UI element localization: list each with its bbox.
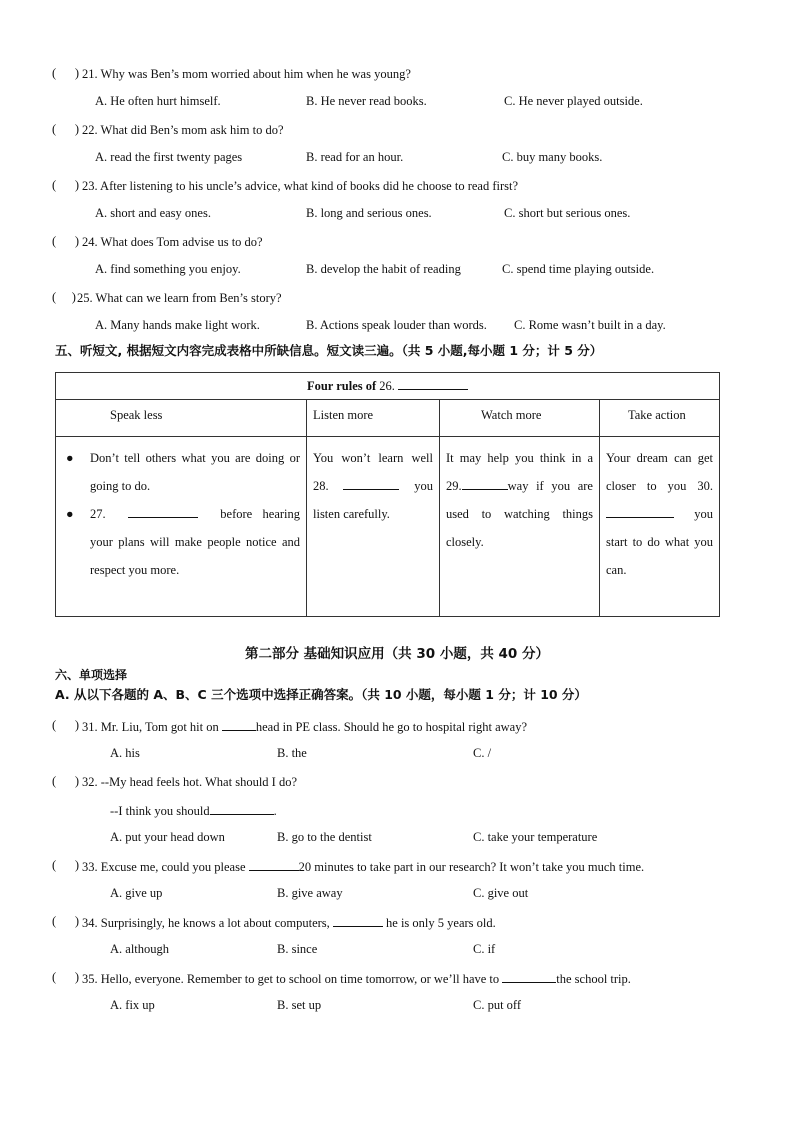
blank-29[interactable] [462,477,508,490]
blank-26[interactable] [398,377,468,390]
question-stem: 22. What did Ben’s mom ask him to do? [82,123,284,137]
option-b: B. Actions speak louder than words. [306,318,487,332]
answer-bracket[interactable]: ( ) [52,774,80,788]
option-b: B. He never read books. [306,94,427,108]
option-a: A. fix up [110,998,155,1012]
answer-bracket[interactable]: ( ) [52,858,80,872]
question-stem: 34. Surprisingly, he knows a lot about computers, he is only 5 years old. [82,916,496,930]
option-c: C. spend time playing outside. [502,262,655,276]
table-title-number: 26. [379,379,395,393]
blank[interactable] [222,718,256,731]
option-c: C. if [473,942,496,956]
option-a: A. read the first twenty pages [95,150,243,164]
question-stem: 21. Why was Ben’s mom worried about him when he was young? [82,67,411,81]
cell-text: you [667,479,687,493]
question-stem: 33. Excuse me, could you please 20 minutes to take part in our research? It won’t take you much time. [82,860,645,874]
blank-27[interactable] [128,505,198,518]
option-b: B. set up [277,998,322,1012]
take-action-cell [600,437,720,617]
cell-text: you start to do what you can. [606,507,713,577]
option-a: A. find something you enjoy. [95,262,241,276]
cell-text: Your dream can get closer to [606,451,713,493]
option-b: B. develop the habit of reading [306,262,461,276]
section-5-heading: 五、听短文, 根据短文内容完成表格中所缺信息。短文读三遍。（共 5 小题,每小题 1 分；计 5 分） [55,343,603,358]
blank[interactable] [210,802,274,815]
blank-28[interactable] [343,477,399,490]
bullet-item [62,444,300,500]
answer-bracket[interactable]: ( ) [52,718,80,732]
answer-bracket[interactable]: ( ) [52,178,80,192]
question-stem: 31. Mr. Liu, Tom got hit on head in PE class. Should he go to hospital right away? [82,720,528,734]
option-c: C. short but serious ones. [504,206,631,220]
cell-text: It may help you think in a [446,451,593,465]
answer-bracket[interactable]: ( ) [52,234,80,248]
answer-bracket[interactable]: ( ) [52,914,80,928]
option-a: A. Many hands make light work. [95,318,260,332]
question-stem: 32. --My head feels hot. What should I do? [82,775,297,789]
blank[interactable] [502,970,556,983]
blank-number: 28. [313,479,329,493]
question-stem: 23. After listening to his uncle’s advice, what kind of books did he choose to read first? [82,179,519,193]
option-a: A. put your head down [110,830,225,844]
question-stem-line2: --I think you should . [110,804,277,818]
blank-number: 29. [446,479,462,493]
option-c: C. He never played outside. [504,94,643,108]
bullet-icon: ● [66,451,74,465]
answer-bracket[interactable]: ( ) [52,122,80,136]
header-take-action: Take action [600,400,720,437]
blank-number: 30. [697,479,713,493]
option-a: A. his [110,746,140,760]
cell-text: way if you are used to watching things closely. [446,479,593,549]
blank-30[interactable] [606,505,674,518]
part-2-heading: 第二部分 基础知识应用（共 30 小题，共 40 分） [244,646,550,662]
speak-less-cell [56,437,307,617]
answer-bracket[interactable]: ( ) [52,290,76,304]
option-a: A. although [110,942,170,956]
listen-more-cell [307,437,440,617]
header-listen-more: Listen more [307,400,440,437]
option-a: A. short and easy ones. [95,206,211,220]
option-b: B. since [277,942,318,956]
option-c: C. Rome wasn’t built in a day. [514,318,666,332]
question-stem: 24. What does Tom advise us to do? [82,235,263,249]
table-title-text: Four rules of [306,379,377,393]
option-b: B. give away [277,886,343,900]
answer-bracket[interactable]: ( ) [52,970,80,984]
option-c: C. / [473,746,492,760]
option-b: B. go to the dentist [277,830,372,844]
bullet-item [62,500,300,584]
table-title [56,373,720,400]
cell-text: you listen carefully. [313,479,433,521]
blank[interactable] [333,914,383,927]
bullet-text: before hearing your plans will make people notice and respect you more. [90,507,301,577]
answer-bracket[interactable]: ( ) [52,66,80,80]
header-watch-more: Watch more [440,400,600,437]
question-stem: 25. What can we learn from Ben’s story? [77,291,282,305]
section-6-subheading: A. 从以下各题的 A、B、C 三个选项中选择正确答案。（共 10 小题，每小题 1 分；计 10 分） [55,687,587,702]
option-b: B. long and serious ones. [306,206,432,220]
option-c: C. take your temperature [473,830,598,844]
watch-more-cell [440,437,600,617]
four-rules-table [55,372,720,617]
cell-text: You won’t learn well [313,451,433,465]
option-c: C. give out [473,886,529,900]
header-speak-less: Speak less [56,400,307,437]
option-a: A. give up [110,886,163,900]
blank-number: 27. [90,507,106,521]
question-stem: 35. Hello, everyone. Remember to get to school on time tomorrow, or we’ll have to the school trip. [82,972,631,986]
section-6-heading: 六、单项选择 [55,668,128,682]
option-c: C. buy many books. [502,150,603,164]
bullet-text: Don’t tell others what you are doing or going to do. [90,451,300,493]
option-a: A. He often hurt himself. [95,94,221,108]
bullet-icon: ● [66,507,74,521]
option-b: B. the [277,746,307,760]
option-c: C. put off [473,998,522,1012]
option-b: B. read for an hour. [306,150,404,164]
blank[interactable] [249,858,299,871]
